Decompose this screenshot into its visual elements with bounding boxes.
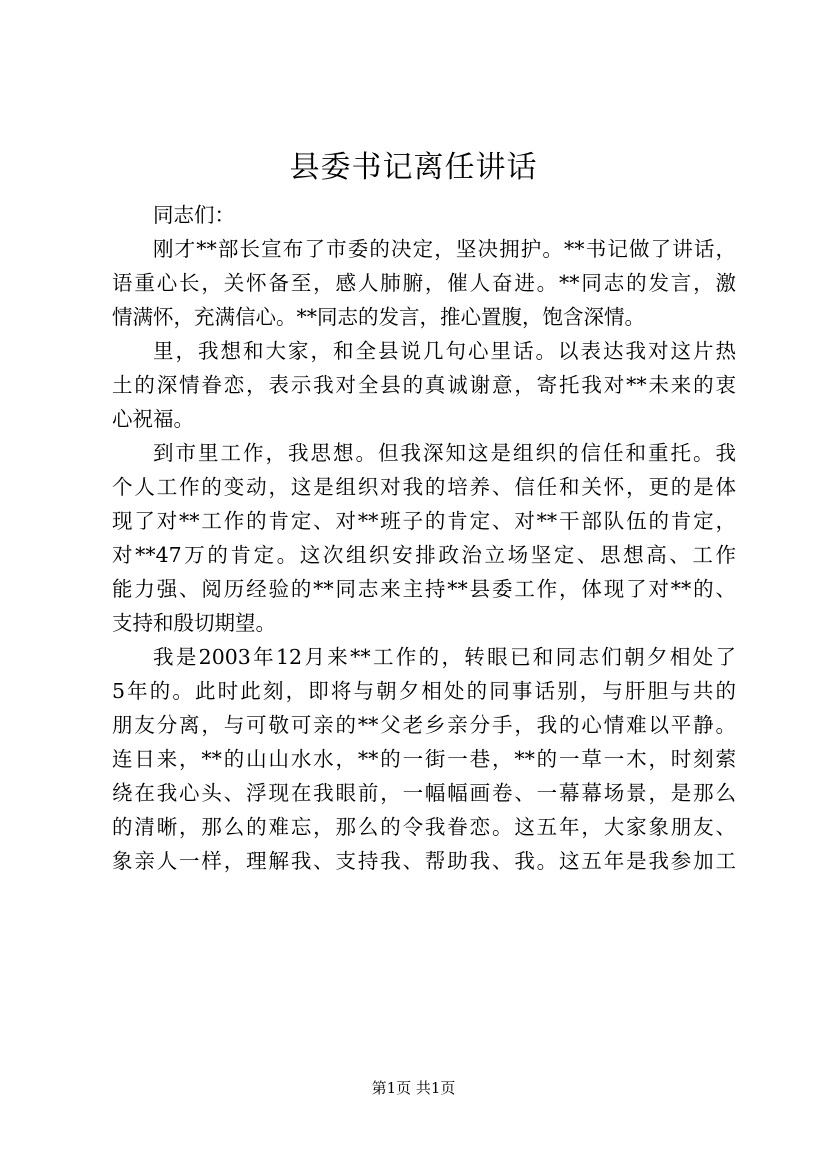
document-body (112, 198, 736, 878)
paragraph-line: 心祝福。 (112, 407, 194, 431)
paragraph-line: 朋友分离，与可敬可亲的**父老乡亲分手，我的心情难以平静。 (112, 713, 736, 737)
paragraph-line: 5年的。此时此刻，即将与朝夕相处的同事话别，与肝胆与共的 (112, 679, 736, 703)
paragraph-line: 连日来，**的山山水水，**的一街一巷，**的一草一木，时刻萦 (112, 747, 736, 771)
page-number-footer: 第1页 共1页 (371, 1079, 456, 1097)
salutation-line: 同志们： (153, 203, 235, 227)
paragraph-line: 现了对**工作的肯定、对**班子的肯定、对**干部队伍的肯定， (112, 509, 736, 533)
paragraph-line: 刚才**部长宣布了市委的决定，坚决拥护。**书记做了讲话， (153, 237, 736, 261)
paragraph-line: 到市里工作，我思想。但我深知这是组织的信任和重托。我 (153, 441, 736, 465)
paragraph-line: 对**47万的肯定。这次组织安排政治立场坚定、思想高、工作 (112, 543, 736, 567)
paragraph-line: 里，我想和大家，和全县说几句心里话。以表达我对这片热 (153, 339, 736, 363)
paragraph-line: 土的深情眷恋，表示我对全县的真诚谢意，寄托我对**未来的衷 (112, 373, 736, 397)
paragraph-line: 语重心长，关怀备至，感人肺腑，催人奋进。**同志的发言，激 (112, 271, 736, 295)
document-title: 县委书记离任讲话 (289, 150, 538, 185)
paragraph-line: 绕在我心头、浮现在我眼前，一幅幅画卷、一幕幕场景，是那么 (112, 781, 736, 805)
paragraph-line: 支持和殷切期望。 (112, 611, 276, 635)
paragraph-line: 的清晰，那么的难忘，那么的令我眷恋。这五年，大家象朋友、 (112, 815, 736, 839)
paragraph-line: 能力强、阅历经验的**同志来主持**县委工作，体现了对**的、 (112, 577, 736, 601)
paragraph-line: 象亲人一样，理解我、支持我、帮助我、我。这五年是我参加工 (112, 849, 736, 873)
paragraph-line: 个人工作的变动，这是组织对我的培养、信任和关怀，更的是体 (112, 475, 736, 499)
paragraph-line: 情满怀，充满信心。**同志的发言，推心置腹，饱含深情。 (112, 305, 645, 329)
paragraph-line: 我是2003年12月来**工作的，转眼已和同志们朝夕相处了 (153, 645, 736, 669)
